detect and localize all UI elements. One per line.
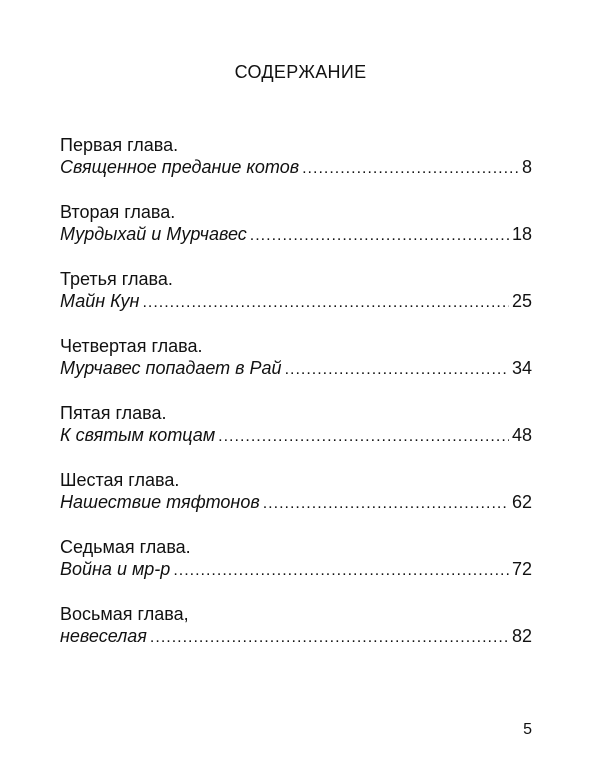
page-title: СОДЕРЖАНИЕ <box>234 62 367 82</box>
toc-row <box>60 290 532 312</box>
chapter-subtitle: К святым котцам <box>60 425 216 445</box>
chapter-subtitle: Война и мр-р <box>60 559 171 579</box>
dot-leader <box>302 158 519 180</box>
table-of-contents <box>60 134 532 670</box>
dot-leader <box>285 359 509 381</box>
toc-entry <box>60 134 532 201</box>
page-reference: 82 <box>511 626 532 646</box>
page-number: 5 <box>523 721 532 738</box>
chapter-label: Третья глава. <box>60 269 173 289</box>
page-reference: 34 <box>511 358 532 378</box>
toc-row <box>60 357 532 379</box>
chapter-label: Седьмая глава. <box>60 537 191 557</box>
toc-row <box>60 491 532 513</box>
toc-entry <box>60 469 532 536</box>
chapter-label: Пятая глава. <box>60 403 167 423</box>
dot-leader <box>150 627 509 649</box>
chapter-subtitle: Нашествие тяфтонов <box>60 492 260 512</box>
toc-row <box>60 424 532 446</box>
toc-row <box>60 156 532 178</box>
toc-entry <box>60 603 532 670</box>
toc-row <box>60 625 532 647</box>
chapter-subtitle: Мурчавес попадает в Рай <box>60 358 282 378</box>
dot-leader <box>250 225 509 247</box>
toc-entry <box>60 402 532 469</box>
chapter-label: Вторая глава. <box>60 202 176 222</box>
toc-entry <box>60 201 532 268</box>
toc-row <box>60 558 532 580</box>
page-reference: 72 <box>511 559 532 579</box>
chapter-subtitle: Священное предание котов <box>60 157 300 177</box>
dot-leader <box>218 426 509 448</box>
toc-entry <box>60 536 532 603</box>
page-reference: 48 <box>511 425 532 445</box>
chapter-label: Первая глава. <box>60 135 179 155</box>
toc-row <box>60 223 532 245</box>
page-reference: 25 <box>511 291 532 311</box>
page-reference: 18 <box>511 224 532 244</box>
dot-leader <box>173 560 509 582</box>
page-reference: 62 <box>511 492 532 512</box>
toc-entry <box>60 268 532 335</box>
dot-leader <box>142 292 509 314</box>
chapter-label: Восьмая глава, <box>60 604 189 624</box>
chapter-label: Шестая глава. <box>60 470 180 490</box>
chapter-label: Четвертая глава. <box>60 336 203 356</box>
dot-leader <box>263 493 509 515</box>
chapter-subtitle: невеселая <box>60 626 147 646</box>
page-reference: 8 <box>521 157 532 177</box>
toc-entry <box>60 335 532 402</box>
chapter-subtitle: Мурдыхай и Мурчавес <box>60 224 247 244</box>
chapter-subtitle: Майн Кун <box>60 291 140 311</box>
